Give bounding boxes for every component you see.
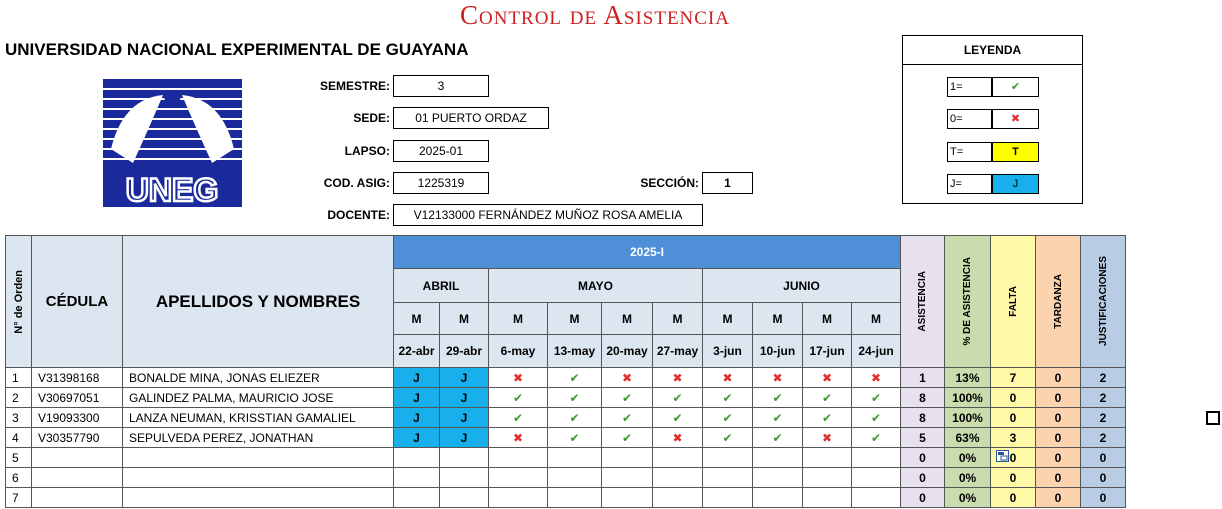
x-icon[interactable]: ✖: [653, 368, 703, 388]
legend-key-1: 1=: [947, 77, 992, 97]
logo-text: UNEG: [125, 172, 219, 207]
check-icon[interactable]: ✔: [653, 388, 703, 408]
month-mayo: MAYO: [489, 269, 703, 303]
date-header: 10-jun: [753, 335, 803, 368]
check-icon[interactable]: ✔: [703, 408, 753, 428]
empty-cell[interactable]: [803, 448, 852, 468]
x-icon[interactable]: ✖: [852, 368, 901, 388]
empty-cell[interactable]: [703, 448, 753, 468]
justified-cell[interactable]: J: [440, 428, 489, 448]
table-row: [6, 368, 1126, 388]
x-icon[interactable]: ✖: [602, 368, 653, 388]
falta-cell[interactable]: 0: [991, 408, 1036, 428]
month-junio: JUNIO: [703, 269, 901, 303]
sede-field[interactable]: 01 PUERTO ORDAZ: [393, 107, 549, 129]
justified-cell[interactable]: J: [394, 368, 440, 388]
falta-cell[interactable]: 7: [991, 368, 1036, 388]
nombre-cell[interactable]: [123, 488, 394, 508]
weekday-header: M: [852, 303, 901, 335]
check-icon[interactable]: ✔: [852, 388, 901, 408]
empty-cell[interactable]: [394, 468, 440, 488]
empty-cell[interactable]: [394, 448, 440, 468]
orden-cell[interactable]: 4: [6, 428, 32, 448]
legend-box: [902, 35, 1083, 204]
justified-cell[interactable]: J: [440, 368, 489, 388]
asistencia-cell[interactable]: 8: [901, 388, 945, 408]
pct-cell[interactable]: 100%: [945, 408, 991, 428]
date-header: 3-jun: [703, 335, 753, 368]
check-icon[interactable]: ✔: [703, 428, 753, 448]
empty-cell[interactable]: [440, 488, 489, 508]
falta-cell[interactable]: 0: [991, 388, 1036, 408]
weekday-header: M: [602, 303, 653, 335]
seccion-field[interactable]: 1: [702, 172, 753, 194]
tardanza-cell[interactable]: 0: [1036, 408, 1081, 428]
date-header: 6-may: [489, 335, 548, 368]
check-icon[interactable]: ✔: [753, 428, 803, 448]
orden-cell[interactable]: 2: [6, 388, 32, 408]
asistencia-cell[interactable]: 5: [901, 428, 945, 448]
date-header: 13-may: [548, 335, 602, 368]
check-icon[interactable]: ✔: [489, 388, 548, 408]
check-icon[interactable]: ✔: [803, 408, 852, 428]
pct-cell[interactable]: 63%: [945, 428, 991, 448]
orden-cell[interactable]: 5: [6, 448, 32, 468]
asistencia-cell[interactable]: 8: [901, 408, 945, 428]
empty-cell[interactable]: [703, 488, 753, 508]
empty-cell[interactable]: [703, 468, 753, 488]
paste-options-icon[interactable]: [996, 450, 1009, 462]
weekday-header: M: [703, 303, 753, 335]
nombre-cell[interactable]: SEPULVEDA PEREZ, JONATHAN: [123, 428, 394, 448]
empty-cell[interactable]: [440, 468, 489, 488]
justificaciones-cell[interactable]: 2: [1081, 388, 1126, 408]
lapso-field[interactable]: 2025-01: [393, 140, 489, 162]
empty-cell[interactable]: [602, 468, 653, 488]
justificaciones-cell[interactable]: 0: [1081, 468, 1126, 488]
orden-header: N° de Orden: [6, 236, 32, 368]
empty-cell[interactable]: [548, 488, 602, 508]
weekday-header: M: [440, 303, 489, 335]
tardanza-cell[interactable]: 0: [1036, 468, 1081, 488]
empty-cell[interactable]: [440, 448, 489, 468]
justificaciones-cell[interactable]: 2: [1081, 428, 1126, 448]
cedula-header: CÉDULA: [32, 236, 123, 368]
date-header: 20-may: [602, 335, 653, 368]
falta-cell[interactable]: 0: [991, 448, 1036, 468]
nombre-cell[interactable]: GALINDEZ PALMA, MAURICIO JOSE: [123, 388, 394, 408]
check-icon[interactable]: ✔: [852, 408, 901, 428]
justified-cell[interactable]: J: [394, 388, 440, 408]
justificaciones-cell[interactable]: 2: [1081, 368, 1126, 388]
tardanza-header: TARDANZA: [1036, 236, 1081, 368]
asistencia-cell[interactable]: 1: [901, 368, 945, 388]
falta-cell[interactable]: 0: [991, 488, 1036, 508]
uneg-logo: [103, 79, 242, 207]
nombre-cell[interactable]: BONALDE MINA, JONAS ELIEZER: [123, 368, 394, 388]
cedula-cell[interactable]: [32, 468, 123, 488]
date-header: 24-jun: [852, 335, 901, 368]
semestre-field[interactable]: 3: [393, 75, 489, 97]
justificaciones-cell[interactable]: 0: [1081, 448, 1126, 468]
empty-cell[interactable]: [602, 448, 653, 468]
x-icon[interactable]: ✖: [653, 428, 703, 448]
pct-cell[interactable]: 0%: [945, 448, 991, 468]
justified-cell[interactable]: J: [440, 408, 489, 428]
orden-cell[interactable]: 6: [6, 468, 32, 488]
period-header: 2025-I: [394, 236, 901, 269]
empty-cell[interactable]: [653, 468, 703, 488]
pct-cell[interactable]: 0%: [945, 468, 991, 488]
empty-cell[interactable]: [602, 488, 653, 508]
orden-cell[interactable]: 3: [6, 408, 32, 428]
date-header: 17-jun: [803, 335, 852, 368]
legend-key-t: T=: [947, 142, 992, 162]
table-row: [6, 488, 1126, 508]
orden-cell[interactable]: 1: [6, 368, 32, 388]
legend-value-j: J: [992, 174, 1039, 194]
docente-field[interactable]: V12133000 FERNÁNDEZ MUÑOZ ROSA AMELIA: [393, 204, 703, 226]
university-name: UNIVERSIDAD NACIONAL EXPERIMENTAL DE GUAYANA: [5, 40, 469, 59]
nombre-cell[interactable]: LANZA NEUMAN, KRISSTIAN GAMALIEL: [123, 408, 394, 428]
weekday-header: M: [803, 303, 852, 335]
weekday-header: M: [489, 303, 548, 335]
empty-cell[interactable]: [803, 468, 852, 488]
check-icon[interactable]: ✔: [602, 408, 653, 428]
tardanza-cell[interactable]: 0: [1036, 448, 1081, 468]
check-icon[interactable]: ✔: [489, 408, 548, 428]
tardanza-cell[interactable]: 0: [1036, 368, 1081, 388]
cedula-cell[interactable]: V31398168: [32, 368, 123, 388]
tardanza-cell[interactable]: 0: [1036, 428, 1081, 448]
cedula-cell[interactable]: [32, 488, 123, 508]
cedula-cell[interactable]: V30697051: [32, 388, 123, 408]
empty-cell[interactable]: [548, 468, 602, 488]
check-icon[interactable]: ✔: [852, 428, 901, 448]
empty-cell[interactable]: [852, 468, 901, 488]
cedula-cell[interactable]: V30357790: [32, 428, 123, 448]
check-icon[interactable]: ✔: [548, 388, 602, 408]
check-icon[interactable]: ✔: [602, 428, 653, 448]
justificaciones-header: JUSTIFICACIONES: [1081, 236, 1126, 368]
cell-cursor: [1206, 411, 1220, 425]
nombre-cell[interactable]: [123, 468, 394, 488]
x-icon[interactable]: ✖: [489, 368, 548, 388]
weekday-header: M: [394, 303, 440, 335]
date-header: 29-abr: [440, 335, 489, 368]
legend-value-t: T: [992, 142, 1039, 162]
empty-cell[interactable]: [852, 488, 901, 508]
asistencia-header: ASISTENCIA: [901, 236, 945, 368]
table-row: [6, 408, 1126, 428]
legend-title: LEYENDA: [903, 36, 1082, 65]
empty-cell[interactable]: [803, 488, 852, 508]
asistencia-cell[interactable]: 0: [901, 468, 945, 488]
justified-cell[interactable]: J: [394, 408, 440, 428]
semestre-label: SEMESTRE:: [319, 79, 390, 93]
asistencia-cell[interactable]: 0: [901, 488, 945, 508]
x-icon[interactable]: ✖: [753, 368, 803, 388]
falta-cell[interactable]: 0: [991, 468, 1036, 488]
table-row: [6, 448, 1126, 468]
x-icon: ✖: [992, 109, 1039, 129]
empty-cell[interactable]: [489, 448, 548, 468]
pct-cell[interactable]: 100%: [945, 388, 991, 408]
check-icon[interactable]: ✔: [548, 408, 602, 428]
x-icon[interactable]: ✖: [803, 428, 852, 448]
legend-key-0: 0=: [947, 109, 992, 129]
check-icon[interactable]: ✔: [803, 388, 852, 408]
date-header: 27-may: [653, 335, 703, 368]
justified-cell[interactable]: J: [394, 428, 440, 448]
x-icon[interactable]: ✖: [489, 428, 548, 448]
orden-cell[interactable]: 7: [6, 488, 32, 508]
seccion-label: SECCIÓN:: [640, 176, 699, 190]
date-header: 22-abr: [394, 335, 440, 368]
justificaciones-cell[interactable]: 0: [1081, 488, 1126, 508]
empty-cell[interactable]: [489, 488, 548, 508]
weekday-header: M: [548, 303, 602, 335]
check-icon[interactable]: ✔: [548, 428, 602, 448]
month-abril: ABRIL: [394, 269, 489, 303]
pct-cell[interactable]: 0%: [945, 488, 991, 508]
pct-header: % DE ASISTENCIA: [945, 236, 991, 368]
legend-key-j: J=: [947, 174, 992, 194]
cod-asig-field[interactable]: 1225319: [393, 172, 489, 194]
tardanza-cell[interactable]: 0: [1036, 488, 1081, 508]
empty-cell[interactable]: [753, 488, 803, 508]
check-icon[interactable]: ✔: [602, 388, 653, 408]
sede-label: SEDE:: [353, 111, 390, 125]
lapso-label: LAPSO:: [344, 144, 390, 158]
empty-cell[interactable]: [753, 448, 803, 468]
empty-cell[interactable]: [489, 468, 548, 488]
table-row: [6, 468, 1126, 488]
attendance-table: [5, 235, 1126, 508]
nombres-header: APELLIDOS Y NOMBRES: [123, 236, 394, 368]
pct-cell[interactable]: 13%: [945, 368, 991, 388]
check-icon[interactable]: ✔: [653, 408, 703, 428]
cod-asig-label: COD. ASIG:: [323, 176, 390, 190]
check-icon[interactable]: ✔: [703, 388, 753, 408]
nombre-cell[interactable]: [123, 448, 394, 468]
cedula-cell[interactable]: [32, 448, 123, 468]
cedula-cell[interactable]: V19093300: [32, 408, 123, 428]
sheet-title: Control de Asistencia: [459, 0, 730, 30]
docente-label: DOCENTE:: [327, 208, 390, 222]
x-icon[interactable]: ✖: [803, 368, 852, 388]
falta-cell[interactable]: 3: [991, 428, 1036, 448]
tardanza-cell[interactable]: 0: [1036, 388, 1081, 408]
asistencia-cell[interactable]: 0: [901, 448, 945, 468]
empty-cell[interactable]: [653, 488, 703, 508]
check-icon: ✔: [992, 77, 1039, 97]
x-icon[interactable]: ✖: [703, 368, 753, 388]
weekday-header: M: [753, 303, 803, 335]
justificaciones-cell[interactable]: 2: [1081, 408, 1126, 428]
check-icon[interactable]: ✔: [753, 388, 803, 408]
check-icon[interactable]: ✔: [548, 368, 602, 388]
justified-cell[interactable]: J: [440, 388, 489, 408]
table-row: [6, 428, 1126, 448]
empty-cell[interactable]: [852, 448, 901, 468]
empty-cell[interactable]: [753, 468, 803, 488]
empty-cell[interactable]: [653, 448, 703, 468]
check-icon[interactable]: ✔: [753, 408, 803, 428]
weekday-header: M: [653, 303, 703, 335]
table-row: [6, 388, 1126, 408]
empty-cell[interactable]: [548, 448, 602, 468]
falta-header: FALTA: [991, 236, 1036, 368]
empty-cell[interactable]: [394, 488, 440, 508]
